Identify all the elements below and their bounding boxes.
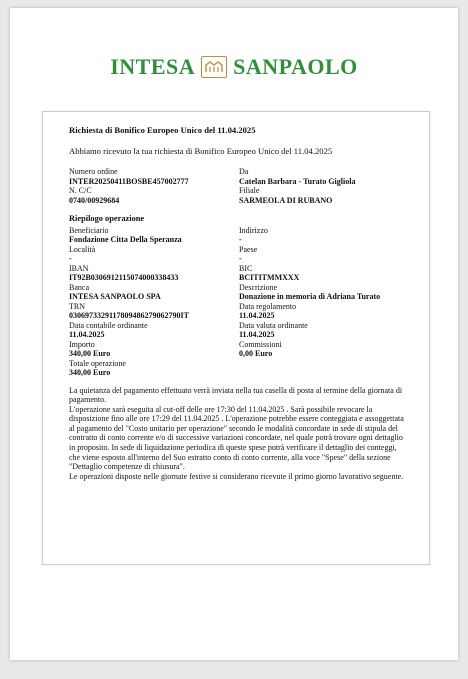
field-label: Paese — [239, 244, 258, 254]
field-label: Data valuta ordinante — [239, 320, 308, 330]
field-value: 11.04.2025 — [69, 330, 105, 339]
field-label: TRN — [69, 301, 85, 311]
field-value: 340,00 Euro — [69, 349, 111, 358]
field-label: Totale operazione — [69, 358, 126, 368]
field-value: - — [239, 254, 242, 263]
field-value: INTER20250411BOSBE457002777 — [69, 176, 189, 186]
document-page — [10, 8, 458, 660]
intesa-sanpaolo-logo — [10, 52, 458, 82]
field-data-contabile — [69, 321, 239, 340]
field-label: Da — [239, 167, 249, 176]
field-label: Beneficiario — [69, 225, 109, 235]
legal-notes — [69, 386, 409, 482]
field-commissioni — [239, 340, 409, 359]
field-label: Descrizione — [239, 282, 278, 292]
field-label: Importo — [69, 339, 95, 349]
note-paragraph: Le operazioni disposte nelle giornate festive si considerano ricevute il primo giorno lavorativo seguente. — [69, 471, 404, 481]
field-label: Filiale — [239, 186, 260, 195]
field-value: 0740/00929684 — [69, 195, 120, 205]
field-trn — [69, 302, 239, 321]
field-value: INTESA SANPAOLO SPA — [69, 292, 161, 301]
field-numero-ordine — [69, 167, 239, 186]
field-data-regolamento — [239, 302, 409, 321]
field-label: Indirizzo — [239, 225, 268, 235]
field-banca — [69, 283, 239, 302]
note-paragraph: La quietanza del pagamento effettuato verrà inviata nella tua casella di posta al termine della giornata di pagamento. — [69, 385, 403, 405]
bank-logo-icon — [201, 56, 227, 78]
field-localita — [69, 245, 239, 264]
field-bic — [239, 264, 409, 283]
field-value: - — [69, 254, 72, 263]
brand-left: INTESA — [110, 54, 196, 79]
field-iban — [69, 264, 239, 283]
field-value: Catelan Barbara - Turato Gigliola — [239, 176, 356, 186]
transfer-receipt — [42, 111, 430, 565]
field-descrizione — [239, 283, 409, 302]
field-label: Banca — [69, 282, 89, 292]
note-paragraph: L'operazione sarà eseguita al cut-off delle ore 17:30 del 11.04.2025 . Sarà possibile revocare la disposizione fino alle ore 17:29 del 11.04.2025 . L'operazione potrebbe essere conteggiata e assoggettata al pagamento del "Costo unitario per operazione" secondo le modalità concordate in sede di stipula del contratto di conto corrente e/o di successive variazioni concordate, nel quale potrà trovare ogni dettaglio in proposito. In sede di liquidazione periodica di queste spese potrà verificare il dettaglio dei conteggi, che viene esposto all'interno del Suo estratto conto di conto corrente, alla voce "Spese" della sezione "Dettaglio competenze di chiusura". — [69, 404, 404, 472]
field-da — [239, 167, 409, 186]
field-label: IBAN — [69, 263, 89, 273]
field-conto — [69, 186, 239, 205]
receipt-title: Richiesta di Bonifico Europeo Unico del 11.04.2025 — [69, 125, 256, 135]
field-label: BIC — [239, 263, 253, 273]
field-indirizzo — [239, 226, 409, 245]
field-filiale — [239, 186, 409, 205]
field-beneficiario — [69, 226, 239, 245]
field-value: 11.04.2025 — [239, 330, 275, 339]
field-label: Data contabile ordinante — [69, 320, 148, 330]
field-totale — [69, 359, 409, 378]
field-value: 0,00 Euro — [239, 349, 273, 358]
field-label: Commissioni — [239, 339, 282, 349]
field-label: Numero ordine — [69, 167, 118, 176]
summary-grid — [69, 226, 409, 359]
brand-right: SANPAOLO — [233, 54, 358, 79]
section-title: Riepilogo operazione — [69, 214, 145, 223]
field-value: IT92B0306912115074000338433 — [69, 273, 179, 282]
receipt-intro: Abbiamo ricevuto la tua richiesta di Bonifico Europeo Unico del 11.04.2025 — [69, 145, 333, 156]
order-header-grid — [69, 167, 409, 205]
field-value: 0306973329117809486279062790IT — [69, 311, 190, 320]
field-value: - — [239, 235, 242, 244]
field-value: Fondazione Citta Della Speranza — [69, 235, 182, 244]
field-value: SARMEOLA DI RUBANO — [239, 195, 333, 205]
field-label: Data regolamento — [239, 301, 297, 311]
field-value: Donazione in memoria di Adriana Turato — [239, 292, 381, 301]
field-data-valuta — [239, 321, 409, 340]
field-value: 11.04.2025 — [239, 311, 275, 320]
field-value: 340,00 Euro — [69, 368, 111, 377]
field-paese — [239, 245, 409, 264]
field-label: Località — [69, 244, 96, 254]
field-label: N. C/C — [69, 186, 92, 195]
field-value: BCITITMMXXX — [239, 273, 300, 282]
field-importo — [69, 340, 239, 359]
